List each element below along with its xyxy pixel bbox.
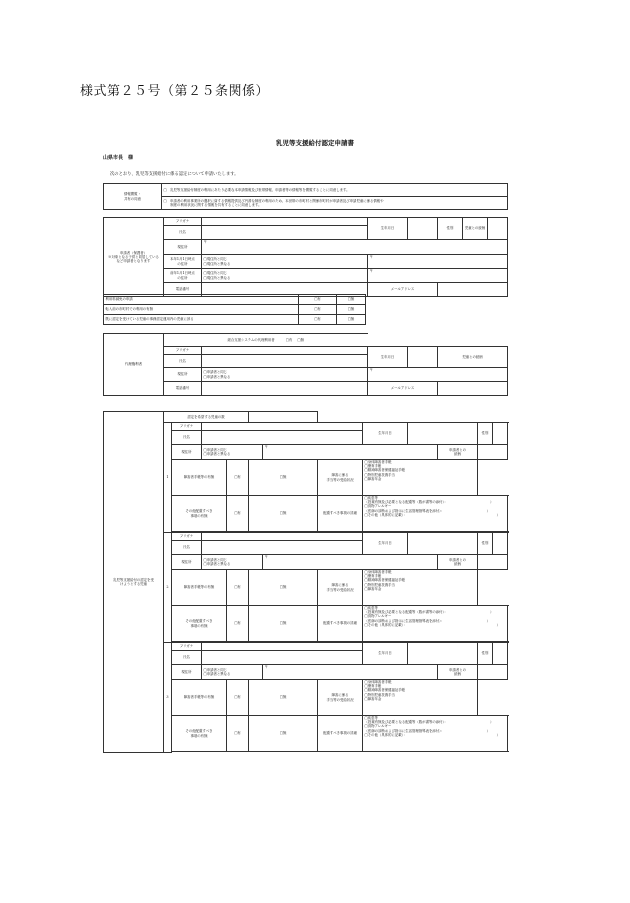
applicant-email-label: メールアドレス — [368, 283, 438, 297]
child-handicap-label: 障害者手帳等の有無 — [172, 460, 227, 496]
child-address-label: 現住所 — [172, 665, 202, 680]
question-label-3: 既に認定を受けている児童の事務認定運用内の児童に該る — [104, 315, 299, 325]
child-dob-field[interactable] — [408, 533, 478, 555]
applicant-name-field[interactable] — [202, 226, 368, 240]
child-handicap-no[interactable]: □無 — [249, 680, 318, 716]
proxy-dob-field[interactable] — [408, 347, 438, 368]
child-dob-label: 生年月日 — [363, 423, 408, 445]
child-care-options[interactable]: □疾患等 （投薬有無及び必要となる配慮等（数が書等の添付）： ） □食物アレルギー （医師の診断および指示に生活管理指導表を添付）： ） □その他（具体的に記載）： ） — [363, 606, 508, 642]
child-disability-label: 障害に係る 手当等の受給状況 — [318, 680, 363, 716]
applicant-prev-label: 前年1月1日時点 の住所 — [164, 269, 202, 283]
proxy-system-label — [164, 334, 368, 347]
child-care-label: その他配慮すべき 事項の有無 — [172, 496, 227, 532]
child-care-detail-label: 配慮すべき事項の詳細 — [318, 606, 363, 642]
child-care-yes[interactable]: □有 — [227, 606, 249, 642]
child-furigana-label: フリガナ — [172, 643, 202, 651]
child-gender-label: 性別 — [478, 423, 493, 445]
child-disability-options[interactable]: □身体障害者手帳 □療育手帳 □精神障害者保健福祉手帳 □特別児童扶養手当 □障害年金 — [363, 460, 478, 496]
question-no-2[interactable]: □無 — [337, 305, 366, 315]
child-gender-label: 性別 — [478, 643, 493, 665]
child-name-field[interactable] — [202, 541, 363, 555]
child-handicap-no[interactable]: □無 — [249, 460, 318, 496]
child-furigana-field[interactable] — [202, 533, 363, 541]
proxy-email-label: メールアドレス — [368, 382, 438, 396]
applicant-address-field[interactable]: 〒 — [202, 240, 508, 255]
children-count-label: 認定を希望する児童の数 — [164, 412, 249, 423]
applicant-jan1-options[interactable]: □現住所と同じ □現住所と異なる — [202, 255, 368, 269]
child-furigana-label: フリガナ — [172, 533, 202, 541]
applicant-furigana-field[interactable] — [202, 218, 368, 226]
child-disability-label: 障害に係る 手当等の受給状況 — [318, 570, 363, 606]
proxy-address-label: 現住所 — [164, 368, 202, 382]
proxy-section-label: 代理権利者 — [104, 334, 164, 396]
children-section-label: 乳児等支援給付の認定を受 けようとする児童 — [104, 412, 164, 753]
child-number: 3 — [164, 643, 172, 753]
proxy-name-label: 氏名 — [164, 355, 202, 368]
addressee: 山県市長 様 — [103, 155, 134, 161]
child-gender-field[interactable] — [493, 423, 508, 445]
child-gender-field[interactable] — [493, 643, 508, 665]
child-number: 2 — [164, 533, 172, 643]
child-handicap-yes[interactable]: □有 — [227, 680, 249, 716]
question-label-2: 転入前の市町村での利用の有無 — [104, 305, 299, 315]
child-relation-field[interactable] — [478, 445, 508, 460]
consent-table — [103, 183, 508, 210]
child-care-detail-label: 配慮すべき事項の詳細 — [318, 716, 363, 752]
lead-text: 次のとおり、乳児等支援給付に係る認定について申請いたします。 — [110, 172, 239, 177]
proxy-phone-label: 電話番号 — [164, 382, 202, 396]
applicant-jan1-label: 本年1月1日時点 の住所 — [164, 255, 202, 269]
child-disability-blank — [478, 570, 508, 606]
child-address-field[interactable]: 〒 — [263, 665, 438, 680]
child-name-label: 氏名 — [172, 541, 202, 555]
child-name-field[interactable] — [202, 431, 363, 445]
child-name-field[interactable] — [202, 651, 363, 665]
children-count-field[interactable] — [249, 412, 318, 423]
consent-item-1[interactable]: □ 乳児等支援給付制度の利用にあたり必要な本申請情報及び世帯情報、申請者等の情報等を閲覧することに同意します。 — [162, 184, 508, 197]
applicant-phone-label: 電話番号 — [164, 283, 202, 297]
child-handicap-label: 障害者手帳等の有無 — [172, 680, 227, 716]
applicant-name-label: 氏名 — [164, 226, 202, 240]
child-care-yes[interactable]: □有 — [227, 496, 249, 532]
question-label-1: 利用料減免の申請 — [104, 295, 299, 305]
question-no-1[interactable]: □無 — [337, 295, 366, 305]
child-disability-blank — [478, 680, 508, 716]
child-care-no[interactable]: □無 — [249, 606, 318, 642]
child-gender-field[interactable] — [493, 533, 508, 555]
child-number: 1 — [164, 423, 172, 533]
child-relation-label: 申請者との 続柄 — [438, 555, 478, 570]
child-care-detail-label: 配慮すべき事項の詳細 — [318, 496, 363, 532]
child-care-no[interactable]: □無 — [249, 716, 318, 752]
child-dob-label: 生年月日 — [363, 533, 408, 555]
child-address-options[interactable]: □申請者と同じ □申請者と異なる — [202, 445, 263, 460]
proxy-furigana-field[interactable] — [202, 347, 368, 355]
document-title: 乳児等支援給付認定申請書 — [276, 139, 354, 147]
proxy-dob-label: 生年月日 — [368, 347, 408, 368]
applicant-prev-address[interactable]: 〒 — [368, 269, 508, 283]
child-handicap-label: 障害者手帳等の有無 — [172, 570, 227, 606]
proxy-phone-field[interactable] — [202, 382, 368, 396]
consent-label: 情報閲覧・ 共有の同意 — [104, 184, 162, 210]
child-address-field[interactable]: 〒 — [263, 555, 438, 570]
proxy-table — [103, 333, 508, 396]
applicant-relation-label: 児童との続柄 — [463, 218, 488, 240]
proxy-system-text: 総合支援システムの代理利用者 — [227, 337, 275, 342]
child-disability-label: 障害に係る 手当等の受給状況 — [318, 460, 363, 496]
child-care-options[interactable]: □疾患等 （投薬有無及び必要となる配慮等（数が書等の添付）： ） □食物アレルギー （医師の診断および指示に生活管理指導表を添付）： ） □その他（具体的に記載）： ） — [363, 716, 508, 752]
applicant-email-field[interactable] — [438, 283, 508, 297]
child-handicap-yes[interactable]: □有 — [227, 460, 249, 496]
proxy-relation-label: 児童との続柄 — [438, 347, 508, 368]
applicant-prev-options[interactable]: □現住所と同じ □現住所と異なる — [202, 269, 368, 283]
proxy-address-options[interactable]: □申請者と同じ □申請者と異なる — [202, 368, 368, 382]
proxy-system-yes[interactable]: □有 — [285, 337, 293, 342]
proxy-furigana-label: フリガナ — [164, 347, 202, 355]
applicant-furigana-label: フリガナ — [164, 218, 202, 226]
child-disability-options[interactable]: □身体障害者手帳 □療育手帳 □精神障害者保健福祉手帳 □特別児童扶養手当 □障害年金 — [363, 680, 478, 716]
child-care-label: その他配慮すべき 事項の有無 — [172, 716, 227, 752]
child-relation-label: 申請者との 続柄 — [438, 445, 478, 460]
proxy-name-field[interactable] — [202, 355, 368, 368]
consent-item-2[interactable]: □ 申請者の利用事業所の選択に資する情報提供及び円滑な制度の利用のため、本世帯の市町村と関係市町村が申請者及び申請児童に係る情報や 制度の利用状況に関する情報を共有することに同意します。 — [162, 197, 508, 210]
form-number: 様式第２５号（第２５条関係） — [80, 84, 270, 99]
children-table — [103, 411, 508, 753]
applicant-gender-label: 性別 — [438, 218, 463, 240]
child-care-options[interactable]: □疾患等 （投薬有無及び必要となる配慮等（数が書等の添付）： ） □食物アレルギー （医師の診断および指示に生活管理指導表を添付）： ） □その他（具体的に記載）： ） — [363, 496, 508, 532]
child-address-label: 現住所 — [172, 555, 202, 570]
child-furigana-label: フリガナ — [172, 423, 202, 431]
proxy-blank — [368, 334, 508, 347]
proxy-system-no[interactable]: □無 — [297, 337, 305, 342]
child-address-label: 現住所 — [172, 445, 202, 460]
child-name-label: 氏名 — [172, 431, 202, 445]
child-relation-label: 申請者との 続柄 — [438, 665, 478, 680]
question-yes-1[interactable]: □有 — [299, 295, 337, 305]
child-furigana-field[interactable] — [202, 643, 363, 651]
child-care-label: その他配慮すべき 事項の有無 — [172, 606, 227, 642]
child-gender-label: 性別 — [478, 533, 493, 555]
applicant-jan1-address[interactable]: 〒 — [368, 255, 508, 269]
applicant-section-label: 申請者（保護者） ※対象となる子供と同居している など申請者となります — [104, 218, 164, 297]
applicant-relation-field[interactable] — [488, 218, 508, 240]
applicant-dob-field[interactable] — [408, 218, 438, 240]
applicant-dob-label: 生年月日 — [368, 218, 408, 240]
questions-table — [103, 294, 366, 325]
question-no-3[interactable]: □無 — [337, 315, 366, 325]
applicant-table — [103, 217, 508, 297]
child-block — [104, 643, 508, 651]
question-yes-3[interactable]: □有 — [299, 315, 337, 325]
child-dob-field[interactable] — [408, 423, 478, 445]
child-block — [104, 423, 508, 431]
child-name-label: 氏名 — [172, 651, 202, 665]
child-handicap-yes[interactable]: □有 — [227, 570, 249, 606]
child-disability-options[interactable]: □身体障害者手帳 □療育手帳 □精神障害者保健福祉手帳 □特別児童扶養手当 □障害年金 — [363, 570, 478, 606]
child-care-no[interactable]: □無 — [249, 496, 318, 532]
child-relation-field[interactable] — [478, 665, 508, 680]
child-care-yes[interactable]: □有 — [227, 716, 249, 752]
child-furigana-field[interactable] — [202, 423, 363, 431]
applicant-address-label: 現住所 — [164, 240, 202, 255]
child-block — [104, 533, 508, 541]
child-address-options[interactable]: □申請者と同じ □申請者と異なる — [202, 555, 263, 570]
child-dob-field[interactable] — [408, 643, 478, 665]
question-yes-2[interactable]: □有 — [299, 305, 337, 315]
child-disability-blank — [478, 460, 508, 496]
child-address-field[interactable]: 〒 — [263, 445, 438, 460]
proxy-address-field[interactable]: 〒 — [368, 368, 508, 382]
child-relation-field[interactable] — [478, 555, 508, 570]
children-blank — [318, 412, 508, 423]
proxy-email-field[interactable] — [438, 382, 508, 396]
child-dob-label: 生年月日 — [363, 643, 408, 665]
child-handicap-no[interactable]: □無 — [249, 570, 318, 606]
child-address-options[interactable]: □申請者と同じ □申請者と異なる — [202, 665, 263, 680]
